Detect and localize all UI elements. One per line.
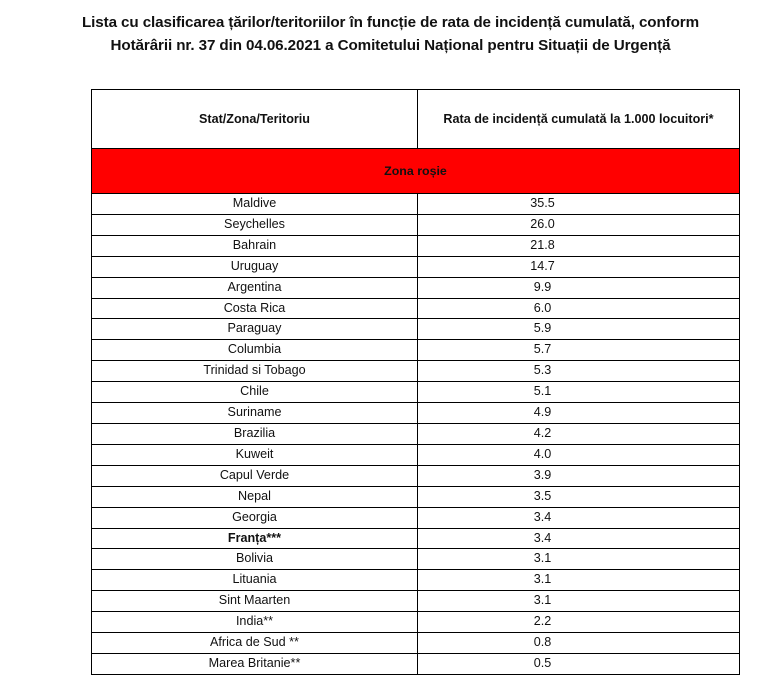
cell-state: Bolivia <box>92 549 418 570</box>
table-row <box>92 486 740 507</box>
cell-state: Paraguay <box>92 319 418 340</box>
incidence-table-container <box>91 89 739 675</box>
table-row <box>92 214 740 235</box>
table-row <box>92 382 740 403</box>
cell-rate: 3.1 <box>418 570 740 591</box>
cell-state: India** <box>92 612 418 633</box>
cell-rate: 26.0 <box>418 214 740 235</box>
cell-rate: 3.1 <box>418 549 740 570</box>
cell-state: Chile <box>92 382 418 403</box>
cell-state: Capul Verde <box>92 465 418 486</box>
cell-state: Franța*** <box>92 528 418 549</box>
table-row <box>92 319 740 340</box>
cell-rate: 5.1 <box>418 382 740 403</box>
table-row <box>92 612 740 633</box>
cell-rate: 0.5 <box>418 653 740 674</box>
table-row <box>92 194 740 215</box>
table-row <box>92 549 740 570</box>
table-row <box>92 633 740 654</box>
cell-rate: 35.5 <box>418 194 740 215</box>
cell-state: Brazilia <box>92 423 418 444</box>
cell-state: Seychelles <box>92 214 418 235</box>
cell-rate: 5.9 <box>418 319 740 340</box>
cell-rate: 3.5 <box>418 486 740 507</box>
table-row <box>92 403 740 424</box>
page-title: Lista cu clasificarea țărilor/teritoriilor în funcție de rata de incidență cumulată, conform Hotărârii nr. 37 din 04.06.2021 a Comitetului Național pentru Situații de Urgență <box>81 14 700 54</box>
table-row <box>92 444 740 465</box>
cell-state: Georgia <box>92 507 418 528</box>
table-row <box>92 298 740 319</box>
cell-state: Argentina <box>92 277 418 298</box>
cell-state: Lituania <box>92 570 418 591</box>
cell-rate: 4.0 <box>418 444 740 465</box>
incidence-table <box>91 89 740 675</box>
cell-rate: 9.9 <box>418 277 740 298</box>
table-row <box>92 591 740 612</box>
table-header-row <box>92 90 740 149</box>
cell-state: Trinidad si Tobago <box>92 361 418 382</box>
table-row <box>92 653 740 674</box>
cell-state: Columbia <box>92 340 418 361</box>
cell-state: Sint Maarten <box>92 591 418 612</box>
table-row <box>92 528 740 549</box>
column-header-state: Stat/Zona/Teritoriu <box>92 90 418 149</box>
zone-banner-red: Zona roșie <box>92 149 740 194</box>
table-header <box>92 90 740 149</box>
cell-rate: 6.0 <box>418 298 740 319</box>
cell-rate: 4.9 <box>418 403 740 424</box>
cell-state: Kuweit <box>92 444 418 465</box>
cell-state: Marea Britanie** <box>92 653 418 674</box>
cell-state: Bahrain <box>92 235 418 256</box>
cell-state: Costa Rica <box>92 298 418 319</box>
cell-rate: 4.2 <box>418 423 740 444</box>
cell-rate: 14.7 <box>418 256 740 277</box>
table-body <box>92 149 740 675</box>
table-row <box>92 277 740 298</box>
column-header-rate: Rata de incidență cumulată la 1.000 locuitori* <box>418 90 740 149</box>
cell-rate: 3.1 <box>418 591 740 612</box>
cell-state: Africa de Sud ** <box>92 633 418 654</box>
cell-rate: 21.8 <box>418 235 740 256</box>
cell-state: Uruguay <box>92 256 418 277</box>
cell-state: Suriname <box>92 403 418 424</box>
table-row <box>92 423 740 444</box>
cell-rate: 5.7 <box>418 340 740 361</box>
table-row <box>92 235 740 256</box>
table-row <box>92 340 740 361</box>
table-row <box>92 465 740 486</box>
zone-banner-row <box>92 149 740 194</box>
cell-state: Nepal <box>92 486 418 507</box>
table-row <box>92 570 740 591</box>
cell-state: Maldive <box>92 194 418 215</box>
cell-rate: 3.9 <box>418 465 740 486</box>
table-row <box>92 507 740 528</box>
cell-rate: 0.8 <box>418 633 740 654</box>
table-row <box>92 256 740 277</box>
table-row <box>92 361 740 382</box>
cell-rate: 2.2 <box>418 612 740 633</box>
cell-rate: 3.4 <box>418 528 740 549</box>
cell-rate: 5.3 <box>418 361 740 382</box>
cell-rate: 3.4 <box>418 507 740 528</box>
